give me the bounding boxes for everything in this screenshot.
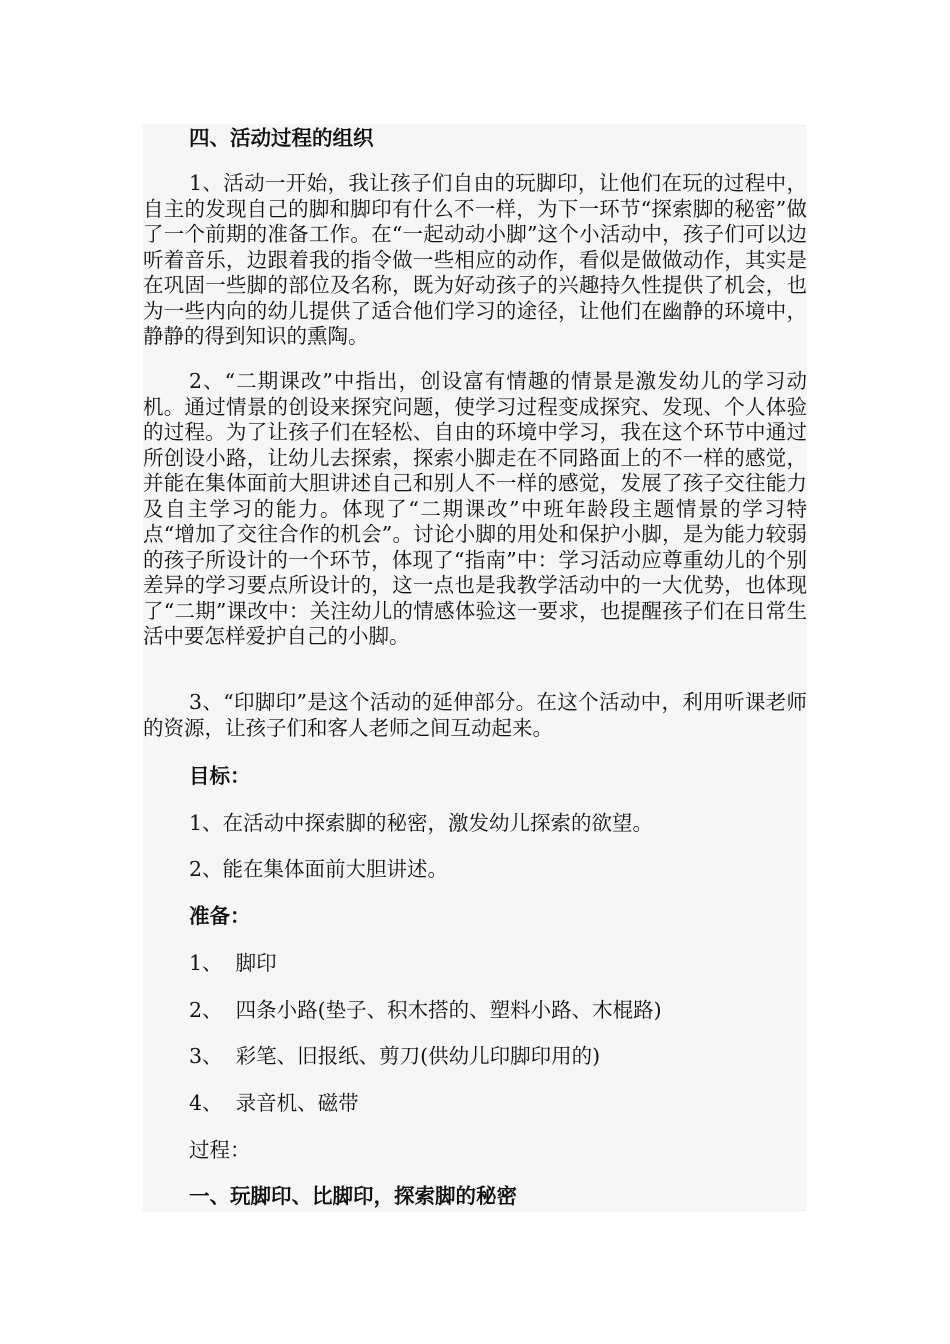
prep-item-1: 1、 脚印 (189, 951, 277, 975)
prep-item-2: 2、 四条小路(垫子、积木搭的、塑料小路、木棍路) (189, 998, 662, 1022)
goal-item-2: 2、能在集体面前大胆讲述。 (189, 857, 449, 881)
process-step-heading: 一、玩脚印、比脚印，探索脚的秘密 (189, 1184, 517, 1208)
section-heading: 四、活动过程的组织 (189, 126, 374, 150)
prep-item-4: 4、 录音机、磁带 (189, 1091, 359, 1115)
paragraph-1: 1、活动一开始，我让孩子们自由的玩脚印，让他们在玩的过程中，自主的发现自己的脚和脚印有什么不一样，为下一环节“探索脚的秘密”做了一个前期的准备工作。在“一起动动小脚”这个小活动中，孩子们可以边听着音乐，边跟着我的指令做一些相应的动作，看似是做做动作，其实是在巩固一些脚的部位及名称，既为好动孩子的兴趣持久性提供了机会，也为一些内向的幼儿提供了适合他们学习的途径，让他们在幽静的环境中，静静的得到知识的熏陶。 (143, 171, 807, 348)
prep-item-3: 3、 彩笔、旧报纸、剪刀(供幼儿印脚印用的) (189, 1044, 601, 1068)
prep-heading: 准备： (189, 904, 251, 928)
paragraph-2: 2、“二期课改”中指出，创设富有情趣的情景是激发幼儿的学习动机。通过情景的创设来探究问题，使学习过程变成探究、发现、个人体验的过程。为了让孩子们在轻松、自由的环境中学习，我在这个环节中通过所创设小路，让幼儿去探索，探索小脚走在不同路面上的不一样的感觉，并能在集体面前大胆讲述自己和别人不一样的感觉，发展了孩子交往能力及自主学习的能力。体现了“二期课改”中班年龄段主题情景的学习特点“增加了交往合作的机会”。讨论小脚的用处和保护小脚，是为能力较弱的孩子所设计的一个环节，体现了“指南”中：学习活动应尊重幼儿的个别差异的学习要点所设计的，这一点也是我教学活动中的一大优势，也体现了“二期”课改中：关注幼儿的情感体验这一要求，也提醒孩子们在日常生活中要怎样爱护自己的小脚。 (143, 369, 807, 648)
paragraph-3: 3、“印脚印”是这个活动的延伸部分。在这个活动中，利用听课老师的资源，让孩子们和客人老师之间互动起来。 (143, 690, 807, 740)
goals-heading: 目标： (189, 764, 251, 788)
goal-item-1: 1、在活动中探索脚的秘密，激发幼儿探索的欲望。 (189, 811, 654, 835)
process-heading: 过程： (189, 1138, 251, 1162)
document-body (143, 124, 807, 1212)
